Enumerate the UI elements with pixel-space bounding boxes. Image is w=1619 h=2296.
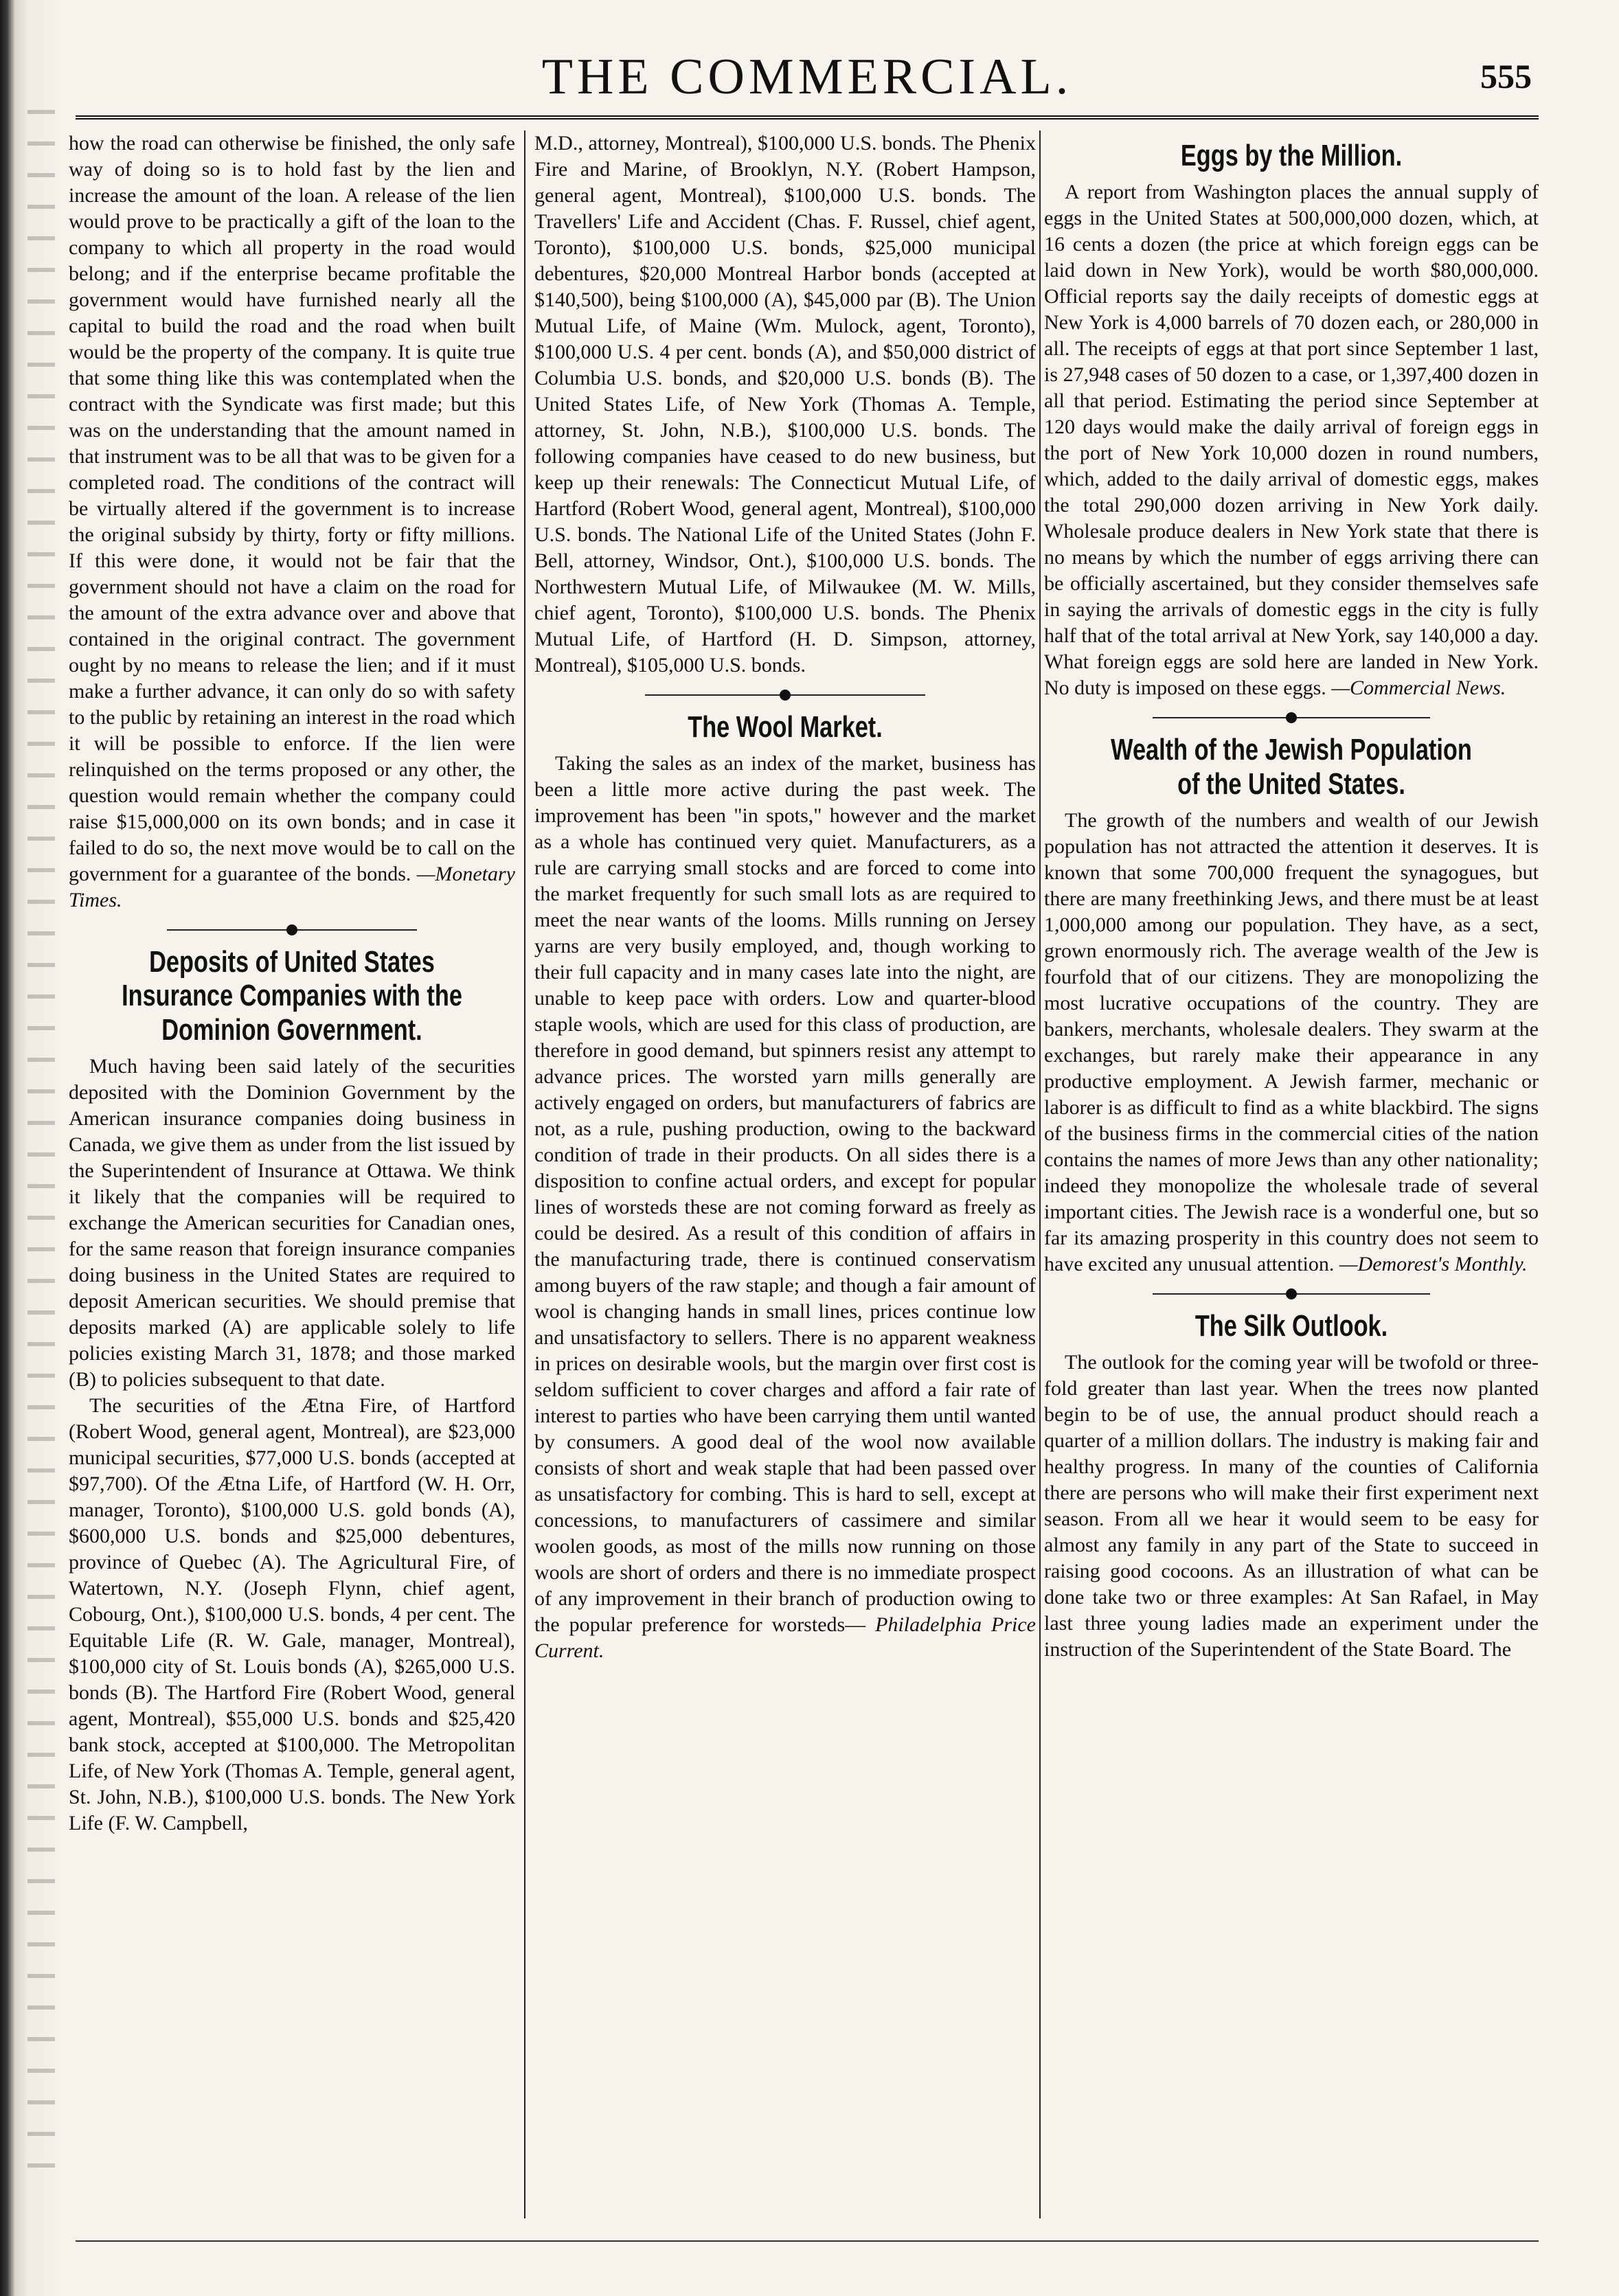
article-source: —Demorest's Monthly. (1339, 1252, 1528, 1275)
article-headline: The Wool Market. (688, 710, 883, 744)
article-source: Philadelphia Price Current. (534, 1613, 1036, 1663)
article-body: Much having been said lately of the securities deposited with the Dominion Government by the American insurance companies doing business in Canada, we give them as under from the list issued by the Superintendent of Insurance at Ottawa. We think it likely that the companies will be required to exchange the American securities for Canadian ones, for the same reason that foreign insurance companies doing business in the United States are required to deposit American securities. We should premise that deposits marked (A) are applicable solely to life policies existing March 31, 1878; and those marked (B) to policies subsequent to that date. (69, 1054, 515, 1391)
article-separator (534, 688, 1036, 702)
column-divider-2 (1039, 130, 1041, 2218)
article-insurance-deposits (69, 945, 515, 1837)
column-3 (1044, 130, 1539, 2225)
binding-marks (27, 110, 55, 2170)
article-eggs (1044, 139, 1539, 701)
article-separator (69, 923, 515, 937)
article-body: The growth of the numbers and wealth of our Jewish population has not attracted the attention it deserves. It is known that some 700,000 frequent the synagogues, but there are many freethinking Jews, and there must be at least 1,000,000 among our population. They have, as a sect, grown enormously rich. The average wealth of the Jew is fourfold that of our citizens. They are monopolizing the most lucrative occupations of the country. They are bankers, merchants, wholesale dealers. They swarm at the exchanges, but rarely make their appearance in any productive employment. A Jewish farmer, mechanic or laborer is as difficult to find as a white blackbird. The signs of the business firms in the commercial cities of the nation contains the names of more Jews than any other nationality; indeed they monopolize the wholesale trade of several important cities. The Jewish race is a wonderful one, but so far its amazing prosperity in this country does not seem to have excited any unusual attention. —Demorest's Monthly. (1044, 808, 1539, 1275)
article-source: —Commercial News. (1331, 677, 1506, 700)
article-wool-market (534, 710, 1036, 1664)
article-railway-loan (69, 130, 515, 913)
newspaper-title: THE COMMERCIAL. (541, 49, 1073, 105)
page-number: 555 (1480, 57, 1532, 95)
article-headline: The Silk Outlook. (1195, 1308, 1388, 1343)
footer-rule (76, 2240, 1539, 2242)
page-binding-edge (0, 0, 63, 2296)
article-body: The securities of the Ætna Fire, of Hartford (Robert Wood, general agent, Montreal), are $23,000 municipal securities, $77,000 U.S. bonds (accepted at $97,700). Of the Ætna Life, of Hartford (W. H. Orr, manager, Toronto), $100,000 U.S. gold bonds (A), $600,000 U.S. bonds and $25,000 debentures, province of Quebec (A). The Agricultural Fire, of Watertown, N.Y. (Joseph Flynn, chief agent, Cobourg, Ont.), $100,000 U.S. bonds, 4 per cent. The Equitable Life (R. W. Gale, manager, Montreal), $100,000 city of St. Louis bonds (A), $265,000 U.S. bonds (B). The Hartford Fire (Robert Wood, general agent, Montreal), $55,000 U.S. bonds and $25,420 bank stock, accepted at $100,000. The Metropolitan Life, of New York (Thomas A. Temple, general agent, St. John, N.B.), $100,000 U.S. bonds. The New York Life (F. W. Campbell, (69, 1394, 515, 1834)
masthead-rule (76, 115, 1539, 120)
article-body: The outlook for the coming year will be twofold or three-fold greater than last year. When the trees now planted begin to be of use, the annual product should reach a quarter of a million dollars. The industry is making fair and healthy progress. In many of the counties of California there are persons who will make their first experiment next season. From all we hear it would seem to be easy for almost any family in any part of the State to succeed in raising good cocoons. As an illustration of what can be done take two or three examples: At San Rafael, in May last three young ladies made an experiment under the instruction of the Superintendent of the State Board. The (1044, 1351, 1539, 1661)
article-body: A report from Washington places the annual supply of eggs in the United States at 500,000,000 dozen, which, at 16 cents a dozen (the price at which foreign eggs can be laid down in New York), would be worth $80,000,000. Official reports say the daily receipts of domestic eggs at New York is 4,000 barrels of 70 dozen each, or 280,000 in all. The receipts of eggs at that port since September 1 last, is 27,948 cases of 50 dozen to a case, or 1,397,400 dozen in all that period. Estimating the period since September at 120 days would make the daily arrival of foreign eggs in the port of New York 10,000 dozen in round numbers, which, added to the daily arrival of domestic eggs, makes the total 290,000 dozen arriving in New York daily. Wholesale produce dealers in New York state that there is no means by which the number of eggs arriving there can be officially ascertained, but they consider themselves safe in saying the arrivals of domestic eggs in the city is fully half that of the total arrival at New York, say 140,000 a day. What foreign eggs are sold here are landed in New York. No duty is imposed on these eggs. —Commercial News. (1044, 181, 1539, 700)
column-2 (534, 130, 1036, 2225)
article-separator (1044, 1287, 1539, 1301)
article-insurance-deposits-continued (534, 130, 1036, 679)
article-silk-outlook (1044, 1309, 1539, 1663)
article-headline: Wealth of the Jewish Population of the United States. (1111, 733, 1472, 801)
article-headline: Eggs by the Million. (1180, 139, 1403, 172)
article-headline: Deposits of United States Insurance Companies with the Dominion Government. (122, 945, 462, 1047)
article-jewish-population (1044, 733, 1539, 1277)
article-body: Taking the sales as an index of the market, business has been a little more active during the past week. The improvement has been "in spots," however and the market as a whole has continued very quiet. Manufacturers, as a rule are carrying small stocks and are forced to come into the market frequently for such small lots as are required to meet the near wants of the looms. Mills running on Jersey yarns are very busily employed, and, though working to their full capacity and in many cases late into the night, are unable to keep pace with orders. Low and quarter-blood staple wools, which are used for this class of production, are therefore in good demand, but spinners resist any attempt to advance prices. The worsted yarn mills generally are actively engaged on orders, but manufacturers of fabrics are not, as a rule, pushing production, owing to the backward condition of trade in their products. On all sides there is a disposition to confine actual orders, and except for popular lines of worsteds these are not coming forward as freely as could be desired. As a result of this condition of affairs in the manufacturing trade, there is continued conservatism among buyers of the raw staple; and though a fair amount of wool is changing hands in small lines, prices continue low and unsatisfactory to sellers. There is no apparent weakness in prices on desirable wools, but the margin over first cost is seldom sufficient to cover charges and afford a fair rate of interest to parties who have been carrying them until wanted by consumers. A good deal of the wool now available consists of short and weak staple that had been passed over as unsatisfactory for combing. This is hard to sell, except at concessions, to manufacturers of cassimere and similar woolen goods, as most of the mills now running on those wools are short of orders and there is no immediate prospect of any improvement in their branch of production owing to the popular preference for worsteds— Philadelphia Price Current. (534, 752, 1036, 1663)
article-source: —Monetary Times. (69, 863, 515, 911)
article-body: how the road can otherwise be finished, the only safe way of doing so is to hold fast by the lien and increase the amount of the loan. A release of the lien would prove to be practically a gift of the loan to the company to which all property in the road would belong; and if the enterprise became profitable the government would have furnished nearly all the capital to build the road and the road when built would be the property of the company. It is quite true that some thing like this was contemplated when the contract with the Syndicate was first made; but this was on the understanding that the amount named in that instrument was to be all that was to be given for a completed road. The conditions of the contract will be virtually altered if the government is to increase the original subsidy by thirty, forty or fifty millions. If this were done, it would not be fair that the government should not have a claim on the road for the amount of the extra advance over and above that contained in the original contract. The government ought by no means to release the lien; and if it must make a further advance, it can only do so with safety to the public by retaining an interest in the road which it will be possible to enforce. If the lien were relinquished on the terms proposed or any other, the question would remain whether the company could raise $15,000,000 on its own bonds; and in case it failed to do so, the next move would be to call on the government for a guarantee of the bonds. —Monetary Times. (69, 132, 515, 911)
column-1 (69, 130, 515, 2225)
article-separator (1044, 711, 1539, 725)
column-divider-1 (524, 130, 525, 2218)
article-body: M.D., attorney, Montreal), $100,000 U.S. bonds. The Phenix Fire and Marine, of Brooklyn, N.Y. (Robert Hampson, general agent, Montreal), $100,000 U.S. bonds. The Travellers' Life and Accident (Chas. F. Russel, chief agent, Toronto), $100,000 U.S. bonds, $25,000 municipal debentures, $20,000 Montreal Harbor bonds (accepted at $140,500), being $100,000 (A), $45,000 par (B). The Union Mutual Life, of Maine (Wm. Mulock, agent, Toronto), $100,000 U.S. 4 per cent. bonds (A), and $50,000 district of Columbia U.S. bonds, and $20,000 U.S. bonds (B). The United States Life, of New York (Thomas A. Temple, attorney, St. John, N.B.), $100,000 U.S. bonds. The following companies have ceased to do new business, but keep up their renewals: The Connecticut Mutual Life, of Hartford (Robert Wood, general agent, Montreal), $100,000 U.S. bonds. The National Life of the United States (John F. Bell, attorney, Windsor, Ont.), $100,000 U.S. bonds. The Northwestern Mutual Life, of Milwaukee (M. W. Mills, chief agent, Toronto), $100,000 U.S. bonds. The Phenix Mutual Life, of Hartford (H. D. Simpson, attorney, Montreal), $105,000 U.S. bonds. (534, 132, 1036, 677)
